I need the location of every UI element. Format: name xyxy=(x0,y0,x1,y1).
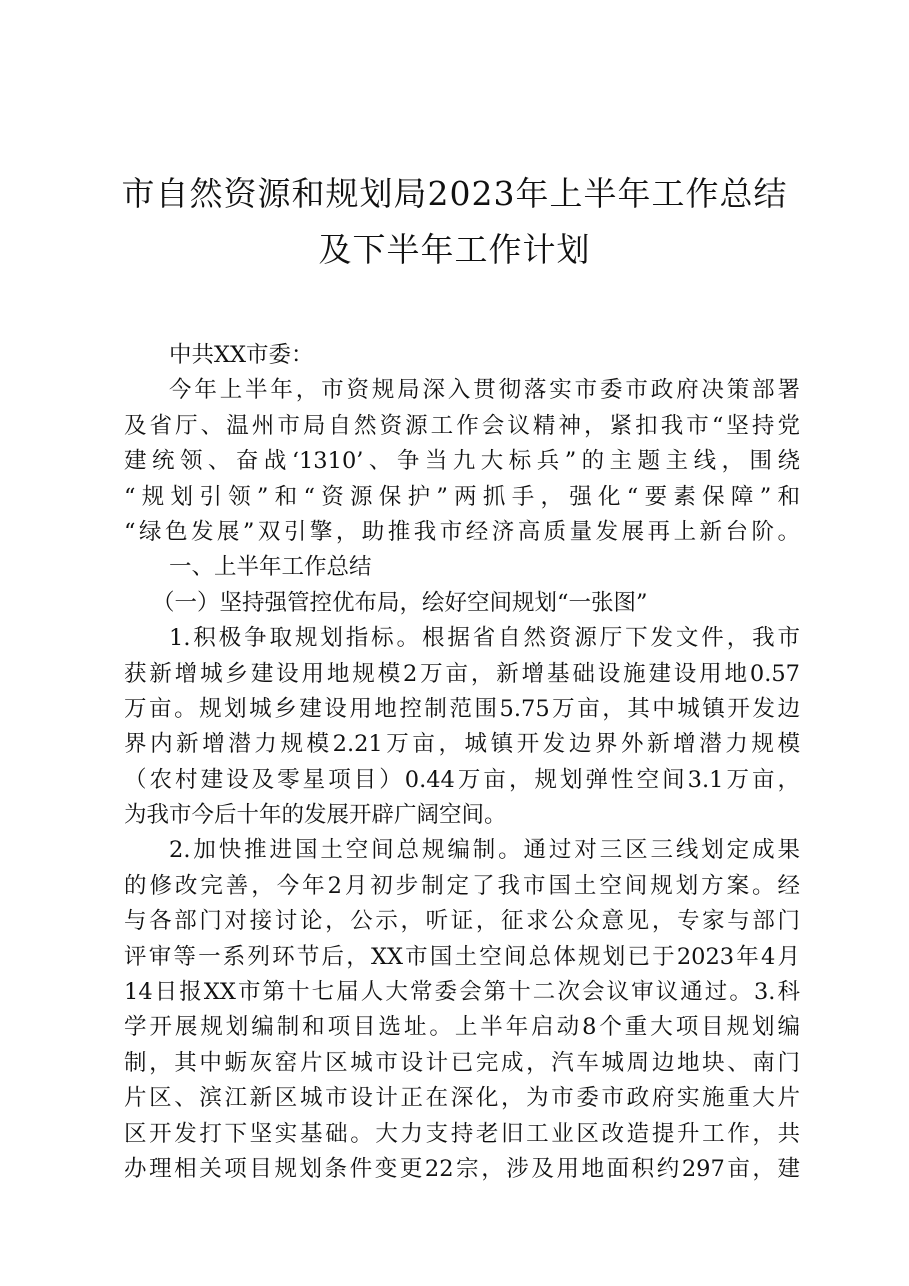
document-title-line-2: 及下半年工作计划 xyxy=(318,230,591,269)
paragraph-line: 为我市今后十年的发展开辟广阔空间。 xyxy=(124,802,507,829)
section-heading: 一、上半年工作总结 xyxy=(169,554,372,581)
paragraph-line: 界内新增潜力规模2.21万亩，城镇开发边界外新增潜力规模 xyxy=(124,731,800,758)
paragraph-line: 的修改完善，今年2月初步制定了我市国土空间规划方案。经 xyxy=(124,872,800,899)
paragraph-line: 与各部门对接讨论，公示，听证，征求公众意见，专家与部门 xyxy=(124,908,800,935)
paragraph-line: 制，其中蛎灰窑片区城市设计已完成，汽车城周边地块、南门 xyxy=(124,1049,800,1076)
document-title-line-1: 市自然资源和规划局2023年上半年工作总结 xyxy=(121,174,788,213)
paragraph-line: 评审等一系列环节后，XX市国土空间总体规划已于2023年4月 xyxy=(124,943,800,970)
paragraph-line: 获新增城乡建设用地规模2万亩，新增基础设施建设用地0.57 xyxy=(124,660,800,687)
paragraph-line: 2.加快推进国土空间总规编制。通过对三区三线划定成果 xyxy=(169,837,800,864)
paragraph-line: 片区、滨江新区城市设计正在深化，为市委市政府实施重大片 xyxy=(124,1085,800,1112)
subsection-heading: （一）坚持强管控优布局，绘好空间规划“一张图” xyxy=(152,589,648,616)
paragraph-line: 区开发打下坚实基础。大力支持老旧工业区改造提升工作，共 xyxy=(124,1120,800,1147)
paragraph-line: 及省厅、温州市局自然资源工作会议精神，紧扣我市“坚持党 xyxy=(124,412,800,439)
paragraph-line: （农村建设及零星项目）0.44万亩，规划弹性空间3.1万亩， xyxy=(124,766,800,793)
paragraph-line: 14日报XX市第十七届人大常委会第十二次会议审议通过。3.科 xyxy=(124,979,800,1006)
paragraph-line: 1.积极争取规划指标。根据省自然资源厅下发文件，我市 xyxy=(169,625,800,652)
paragraph-line: 万亩。规划城乡建设用地控制范围5.75万亩，其中城镇开发边 xyxy=(124,695,800,722)
paragraph-line: 办理相关项目规划条件变更22宗，涉及用地面积约297亩，建 xyxy=(124,1155,800,1182)
paragraph-line: 学开展规划编制和项目选址。上半年启动8个重大项目规划编 xyxy=(124,1014,800,1041)
salutation: 中共XX市委： xyxy=(169,342,314,368)
document-body xyxy=(124,338,800,1187)
paragraph-line: “规划引领”和“资源保护”两抓手，强化“要素保障”和 xyxy=(124,483,800,510)
paragraph-line: 今年上半年，市资规局深入贯彻落实市委市政府决策部署 xyxy=(169,377,800,404)
paragraph-line: 建统领、奋战‘1310’、争当九大标兵”的主题主线，围绕 xyxy=(124,448,800,475)
paragraph-line: “绿色发展”双引擎，助推我市经济高质量发展再上新台阶。 xyxy=(124,518,800,545)
